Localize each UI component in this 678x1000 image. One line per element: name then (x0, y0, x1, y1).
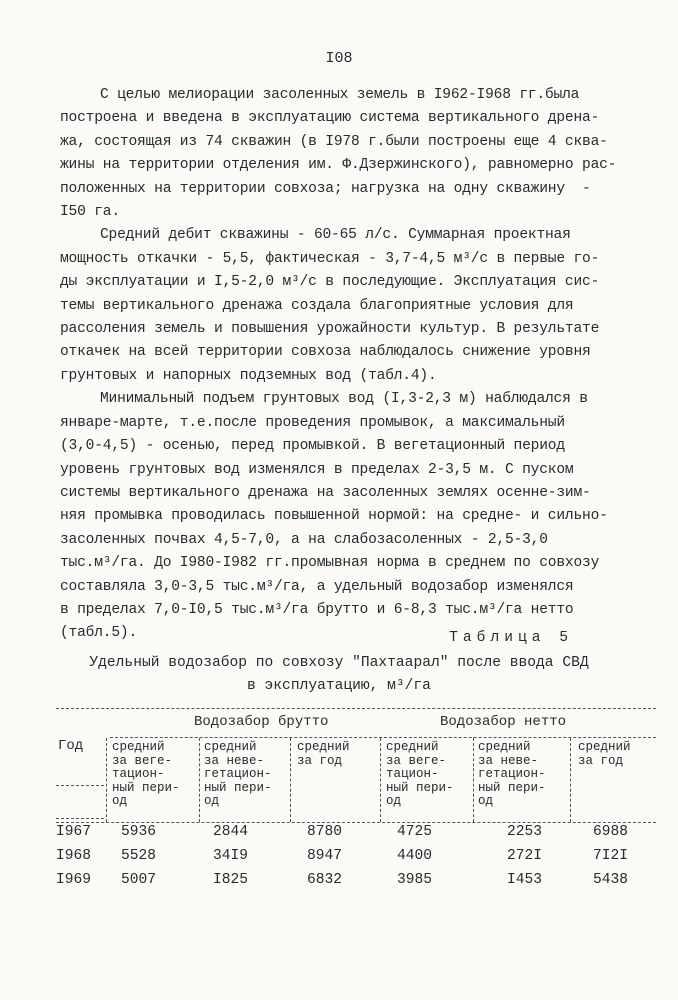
year-cell: I968 (56, 848, 92, 864)
text-line: (табл.5). (60, 625, 138, 642)
value-cell: 272I (506, 848, 542, 864)
header-bottom-rule (56, 822, 656, 823)
text-line: откачек на всей территории совхоза наблюдалось снижение уровня (60, 344, 591, 361)
column-separator (380, 738, 381, 822)
value-cell: 5438 (592, 872, 628, 888)
text-line: Минимальный подъем грунтовых вод (I,3-2,3 м) наблюдался в (100, 391, 588, 408)
text-line: тыс.м³/га. До I980-I982 гг.промывная норма в среднем по совхозу (60, 555, 600, 572)
value-cell: 34I9 (212, 848, 248, 864)
column-separator (199, 738, 200, 822)
subheader-brutto-noveg: средний за неве- гетацион- ный пери- од (204, 740, 272, 808)
table-row (56, 872, 656, 896)
value-cell: I453 (506, 872, 542, 888)
text-line: мощность откачки - 5,5, фактическая - 3,7-4,5 м³/с в первые го- (60, 250, 600, 267)
value-cell: 7I2I (592, 848, 628, 864)
column-separator (106, 738, 107, 822)
text-line: положенных на территории совхоза; нагрузка на одну скважину - (60, 180, 591, 197)
table-row (56, 848, 656, 872)
text-line: няя промывка проводилась повышенной нормой: на средне- и сильно- (60, 508, 608, 525)
subheader-netto-noveg: средний за неве- гетацион- ный пери- од (478, 740, 546, 808)
text-line: ды эксплуатации и I,5-2,0 м³/с в последующие. Эксплуатация сис- (60, 274, 600, 291)
paragraph-2 (60, 224, 630, 388)
table-top-rule (56, 708, 656, 709)
value-cell: 8947 (306, 848, 342, 864)
text-line: в пределах 7,0-I0,5 тыс.м³/га брутто и 6-8,3 тыс.м³/га нетто (60, 601, 574, 618)
value-cell: 3985 (396, 872, 432, 888)
value-cell: 5007 (120, 872, 156, 888)
value-cell: 6832 (306, 872, 342, 888)
text-line: I50 га. (60, 204, 120, 221)
text-line: засоленных почвах 4,5-7,0, а на слабозасоленных - 2,5-3,0 (60, 531, 548, 548)
value-cell: 2844 (212, 824, 248, 840)
text-line: жины на территории отделения им. Ф.Дзержинского), равномерно рас- (60, 157, 617, 174)
text-line: темы вертикального дренажа создала благоприятные условия для (60, 297, 574, 314)
subheader-brutto-veg: средний за веге- тацион- ный пери- од (112, 740, 180, 808)
table-title: Удельный водозабор по совхозу "Пахтаарал" после ввода СВД (89, 655, 589, 671)
body-text (60, 84, 630, 646)
subheader-brutto-year: средний за год (297, 740, 350, 768)
text-line: составляла 3,0-3,5 тыс.м³/га, а удельный водозабор изменялся (60, 578, 574, 595)
column-separator (570, 738, 571, 822)
text-line: построена и введена в эксплуатацию система вертикального дрена- (60, 110, 600, 127)
table-row (56, 824, 656, 848)
page-number: I08 (325, 50, 353, 67)
group-header-netto: Водозабор нетто (440, 714, 567, 730)
value-cell: 5528 (120, 848, 156, 864)
value-cell: 6988 (592, 824, 628, 840)
table-title-unit: в эксплуатацию, м³/га (247, 678, 431, 694)
table-label: Таблица 5 (449, 630, 573, 646)
text-line: грунтовых и напорных подземных вод (табл.4). (60, 367, 437, 384)
text-line: январе-марте, т.е.после проведения промывок, а максимальный (60, 414, 565, 431)
text-line: уровень грунтовых вод изменялся в пределах 2-3,5 м. С пуском (60, 461, 574, 478)
column-separator (473, 738, 474, 822)
subheader-netto-year: средний за год (578, 740, 631, 768)
table-body (56, 824, 656, 896)
text-line: (3,0-4,5) - осенью, перед промывкой. В вегетационный период (60, 438, 565, 455)
subheader-netto-veg: средний за веге- тацион- ный пери- од (386, 740, 454, 808)
value-cell: I825 (212, 872, 248, 888)
paragraph-1 (60, 84, 630, 224)
value-cell: 4400 (396, 848, 432, 864)
group-rule (110, 737, 656, 738)
year-cell: I969 (56, 872, 92, 888)
paragraph-3 (60, 388, 630, 645)
year-cell: I967 (56, 824, 92, 840)
text-line: жа, состоящая из 74 скважин (в I978 г.были построены еще 4 сква- (60, 133, 608, 150)
group-header-brutto: Водозабор брутто (194, 714, 329, 730)
year-rule-1 (56, 785, 104, 786)
text-line: системы вертикального дренажа на засоленных землях осенне-зим- (60, 484, 591, 501)
value-cell: 4725 (396, 824, 432, 840)
value-cell: 2253 (506, 824, 542, 840)
value-cell: 5936 (120, 824, 156, 840)
text-line: Средний дебит скважины - 60-65 л/с. Суммарная проектная (100, 227, 571, 244)
value-cell: 8780 (306, 824, 342, 840)
text-line: рассоления земель и повышения урожайности культур. В результате (60, 321, 600, 338)
column-separator (290, 738, 291, 822)
year-rule-2 (56, 818, 104, 819)
text-line: С целью мелиорации засоленных земель в I962-I968 гг.была (100, 87, 580, 103)
year-header: Год (58, 738, 84, 754)
